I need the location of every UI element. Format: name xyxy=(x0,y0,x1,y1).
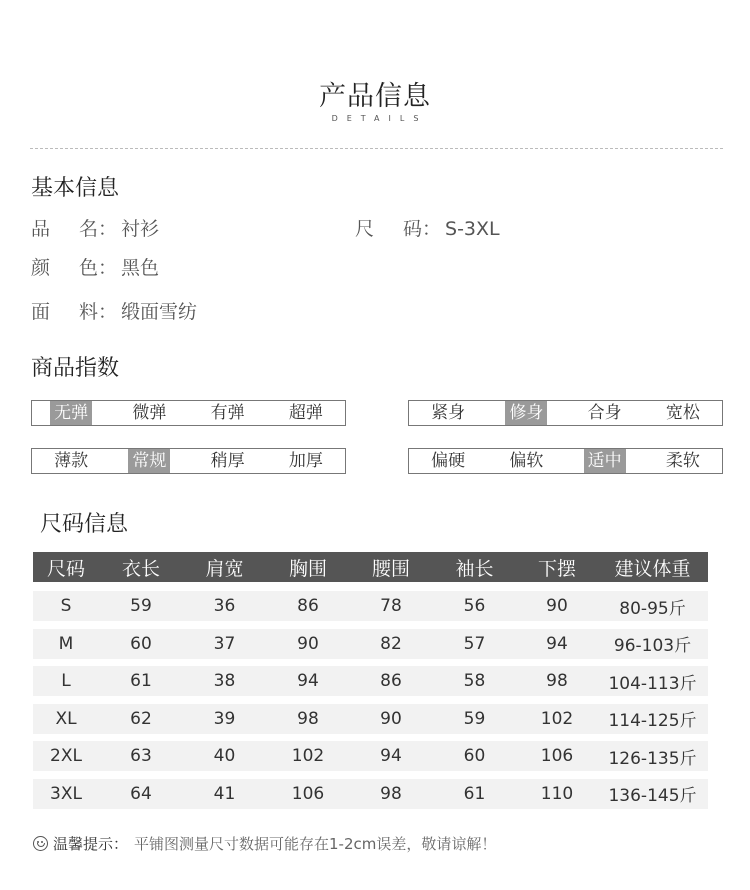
table-cell: 39 xyxy=(213,708,236,729)
fit-option: 宽松 xyxy=(665,403,700,423)
table-row xyxy=(33,666,708,696)
table-cell: 90 xyxy=(297,633,319,654)
info-size-key-1: 尺 xyxy=(355,218,375,240)
table-cell: 80-95斤 xyxy=(619,598,686,619)
table-cell: 64 xyxy=(130,783,152,804)
info-fabric-key-1: 面 xyxy=(31,301,51,323)
table-cell: 36 xyxy=(213,596,236,616)
fit-index xyxy=(408,400,723,426)
column-header: 下摆 xyxy=(537,557,576,580)
table-cell: 63 xyxy=(130,746,152,766)
table-cell: 98 xyxy=(380,783,402,804)
table-cell: 114-125斤 xyxy=(608,711,697,731)
table-cell: 60 xyxy=(130,633,152,654)
info-color-key-1: 颜 xyxy=(31,257,51,279)
info-fabric-row xyxy=(31,297,197,324)
column-header: 肩宽 xyxy=(205,557,244,580)
table-cell: XL xyxy=(55,708,77,729)
fit-option: 紧身 xyxy=(431,403,466,423)
thickness-option: 薄款 xyxy=(54,451,89,471)
size-table-header xyxy=(33,552,708,582)
table-cell: 60 xyxy=(463,746,486,766)
elasticity-option: 超弹 xyxy=(288,403,323,423)
column-header: 胸围 xyxy=(288,557,327,580)
table-cell: 56 xyxy=(463,596,486,616)
info-size-row xyxy=(355,214,500,241)
table-row xyxy=(33,704,708,734)
table-cell: 102 xyxy=(540,708,574,729)
table-cell: 86 xyxy=(380,671,402,691)
info-fabric-key-2: 料： xyxy=(79,301,118,323)
thickness-index xyxy=(31,448,346,474)
table-cell: 37 xyxy=(213,633,236,654)
table-cell: 82 xyxy=(380,633,402,654)
tip-text: 平铺图测量尺寸数据可能存在1-2cm误差，敬请谅解！ xyxy=(134,835,497,853)
info-size-value: S-3XL xyxy=(445,218,500,240)
info-name-key-1: 品 xyxy=(31,218,51,240)
table-cell: 86 xyxy=(297,596,319,616)
elasticity-option: 有弹 xyxy=(210,403,245,423)
page-title: 产品信息 xyxy=(319,81,431,112)
table-cell: 61 xyxy=(463,783,486,804)
basic-info-heading: 基本信息 xyxy=(31,176,120,201)
table-cell: 98 xyxy=(297,708,319,729)
table-cell: 102 xyxy=(291,746,325,766)
table-cell: 41 xyxy=(213,783,236,804)
table-cell: S xyxy=(60,596,72,616)
info-name-row xyxy=(31,214,159,241)
thickness-option: 常规 xyxy=(110,449,188,473)
table-cell: 94 xyxy=(297,671,319,691)
elasticity-option: 微弹 xyxy=(132,403,167,423)
thickness-option: 加厚 xyxy=(288,451,323,471)
info-name-key-2: 名： xyxy=(79,218,118,240)
table-cell: L xyxy=(61,671,71,691)
page-subtitle: DETAILS xyxy=(331,114,428,123)
softness-option: 柔软 xyxy=(665,451,700,471)
table-cell: 98 xyxy=(546,671,568,691)
table-cell: 57 xyxy=(463,633,486,654)
table-row xyxy=(33,591,708,621)
table-cell: 61 xyxy=(130,671,152,691)
table-cell: 78 xyxy=(380,596,402,616)
table-cell: 126-135斤 xyxy=(608,748,697,769)
table-cell: 59 xyxy=(463,708,486,729)
column-header: 衣长 xyxy=(121,557,160,580)
softness-index xyxy=(408,448,723,474)
softness-option: 适中 xyxy=(566,449,644,473)
table-cell: 110 xyxy=(540,783,574,804)
table-cell: 59 xyxy=(130,596,152,616)
table-cell: 2XL xyxy=(50,746,82,766)
softness-option: 偏软 xyxy=(509,451,544,471)
fit-option: 合身 xyxy=(587,403,622,423)
column-header: 建议体重 xyxy=(614,557,691,580)
elasticity-option: 无弹 xyxy=(32,401,110,425)
table-cell: 3XL xyxy=(50,783,82,804)
table-cell: 40 xyxy=(213,746,236,766)
table-cell: 96-103斤 xyxy=(613,636,692,656)
smile-icon xyxy=(33,836,48,851)
table-cell: 106 xyxy=(540,746,574,766)
info-color-row xyxy=(31,253,159,280)
tip-label: 温馨提示： xyxy=(53,835,129,853)
table-cell: M xyxy=(58,633,74,654)
elasticity-index xyxy=(31,400,346,426)
table-row xyxy=(33,741,708,771)
info-color-value: 黑色 xyxy=(121,257,160,279)
table-cell: 106 xyxy=(291,783,325,804)
size-info-heading: 尺码信息 xyxy=(40,512,129,537)
table-cell: 104-113斤 xyxy=(608,673,697,694)
column-header: 腰围 xyxy=(371,557,410,580)
table-cell: 90 xyxy=(546,596,568,616)
column-header: 袖长 xyxy=(455,557,494,580)
thickness-option: 稍厚 xyxy=(210,451,245,471)
dashed-divider xyxy=(30,148,723,149)
table-cell: 94 xyxy=(380,746,402,766)
table-cell: 94 xyxy=(546,633,568,654)
info-fabric-value: 缎面雪纺 xyxy=(121,301,198,323)
table-cell: 90 xyxy=(380,708,402,729)
softness-option: 偏硬 xyxy=(431,451,466,471)
size-table xyxy=(33,552,708,809)
fit-option: 修身 xyxy=(487,401,565,425)
product-index-heading: 商品指数 xyxy=(31,356,120,381)
table-row xyxy=(33,629,708,659)
tip-note xyxy=(33,833,496,854)
table-cell: 58 xyxy=(463,671,486,691)
info-name-value: 衬衫 xyxy=(121,218,160,240)
table-cell: 38 xyxy=(213,671,236,691)
info-size-key-2: 码： xyxy=(403,218,442,240)
info-color-key-2: 色： xyxy=(79,257,118,279)
table-cell: 62 xyxy=(130,708,152,729)
table-row xyxy=(33,779,708,809)
column-header: 尺码 xyxy=(46,557,85,580)
table-cell: 136-145斤 xyxy=(608,786,697,806)
